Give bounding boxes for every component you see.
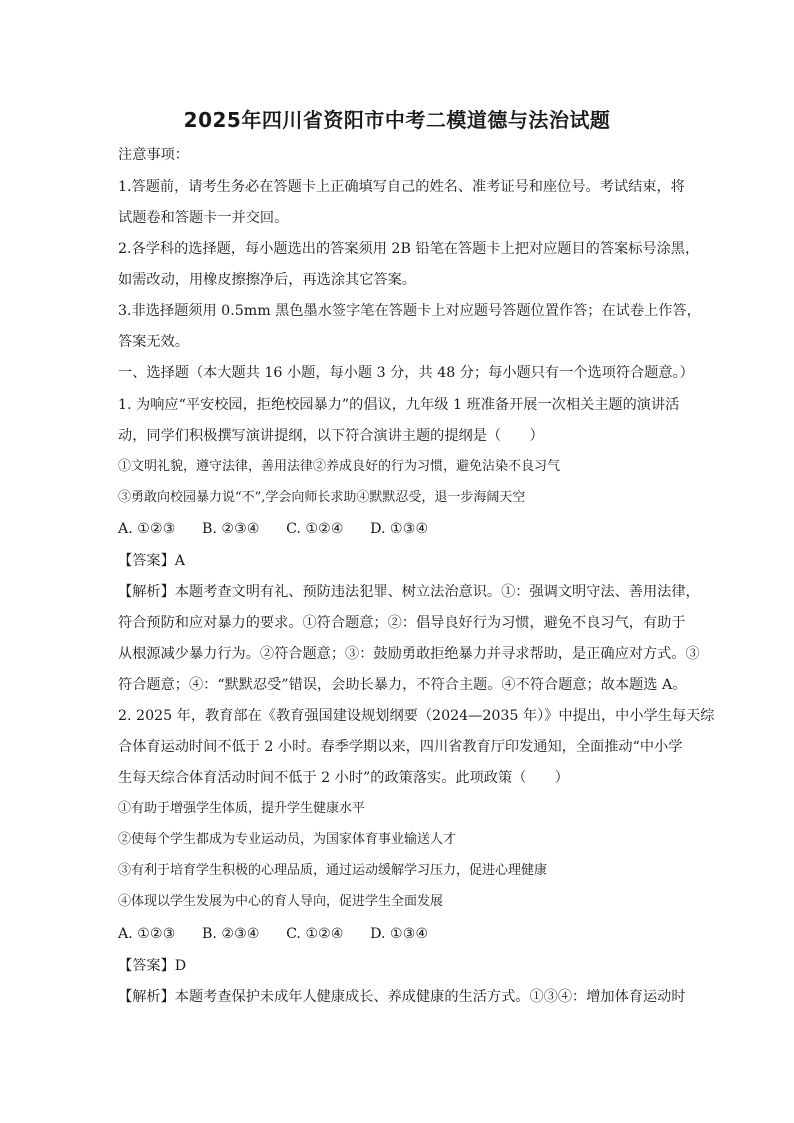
q1-analysis-line: 符合题意；④：“默默忍受”错误，会助长暴力，不符合主题。④不符合题意；故本题选 A。 — [118, 677, 687, 693]
q1-stem-line: 动，同学们积极撰写演讲提纲，以下符合演讲主题的提纲是（ ） — [118, 428, 544, 444]
option-c: C. ①②④ — [286, 926, 344, 942]
option-d: D. ①③④ — [370, 521, 429, 537]
q1-analysis-line: 从根源减少暴力行为。②符合题意；③：鼓励勇敢拒绝暴力并寻求帮助，是正确应对方式。③ — [118, 646, 700, 662]
notice-line: 试题卷和答题卡一并交回。 — [118, 210, 289, 226]
notice-line: 如需改动，用橡皮擦擦净后，再选涂其它答案。 — [118, 272, 416, 288]
notice-line: 3.非选择题须用 0.5mm 黑色墨水签字笔在答题卡上对应题号答题位置作答；在试卷上作答， — [118, 303, 701, 319]
q1-answer: 【答案】A — [118, 553, 185, 569]
q1-analysis-line: 符合预防和应对暴力的要求。①符合题意；②：倡导良好行为习惯，避免不良习气，有助于 — [118, 615, 686, 631]
q2-stem-line: 2. 2025 年，教育部在《教育强国建设规划纲要（2024—2035 年）》中提出，中小学生每天综 — [118, 708, 715, 724]
q1-item: ③勇敢向校园暴力说“不”,学会向师长求助④默默忍受，退一步海阔天空 — [118, 490, 526, 505]
notice-line: 答案无效。 — [118, 334, 189, 350]
option-b: B. ②③④ — [201, 521, 260, 537]
q2-answer: 【答案】D — [118, 958, 187, 974]
q2-stem-line: 生每天综合体育活动时间不低于 2 小时”的政策落实。此项政策（ ） — [118, 770, 569, 786]
option-d: D. ①③④ — [370, 926, 429, 942]
q2-analysis-line: 【解析】本题考查保护未成年人健康成长、养成健康的生活方式。①③④：增加体育运动时 — [118, 989, 686, 1005]
q2-item: ④体现以学生发展为中心的育人导向，促进学生全面发展 — [118, 894, 444, 909]
notice-line: 2.各学科的选择题，每小题选出的答案须用 2B 铅笔在答题卡上把对应题目的答案标号涂黑， — [118, 241, 700, 257]
section-heading: 一、选择题（本大题共 16 小题，每小题 3 分，共 48 分；每小题只有一个选项符合题意。） — [118, 365, 694, 381]
option-b: B. ②③④ — [201, 926, 260, 942]
q2-item: ③有利于培育学生积极的心理品质，通过运动缓解学习压力，促进心理健康 — [118, 863, 548, 878]
q2-item: ②使每个学生都成为专业运动员，为国家体育事业输送人才 — [118, 832, 457, 847]
q1-options — [118, 520, 688, 538]
q2-item: ①有助于增强学生体质，提升学生健康水平 — [118, 801, 366, 816]
notice-line: 1.答题前，请考生务必在答题卡上正确填写自己的姓名、准考证号和座位号。考试结束，将 — [118, 179, 685, 195]
option-c: C. ①②④ — [286, 521, 344, 537]
page-title: 2025年四川省资阳市中考二模道德与法治试题 — [183, 108, 611, 132]
q1-analysis-line: 【解析】本题考查文明有礼、预防违法犯罪、树立法治意识。①：强调文明守法、善用法律， — [118, 584, 700, 600]
q1-stem-line: 1. 为响应“平安校园，拒绝校园暴力”的倡议，九年级 1 班准备开展一次相关主题的演讲活 — [118, 397, 680, 413]
q2-stem-line: 合体育运动时间不低于 2 小时。春季学期以来，四川省教育厅印发通知，全面推动“中小学 — [118, 739, 683, 755]
option-a: A. ①②③ — [118, 926, 176, 942]
option-a: A. ①②③ — [118, 521, 176, 537]
q2-options — [118, 925, 688, 943]
q1-item: ①文明礼貌，遵守法律，善用法律②养成良好的行为习惯，避免沾染不良习气 — [118, 459, 561, 474]
notice-heading: 注意事项： — [118, 147, 189, 163]
